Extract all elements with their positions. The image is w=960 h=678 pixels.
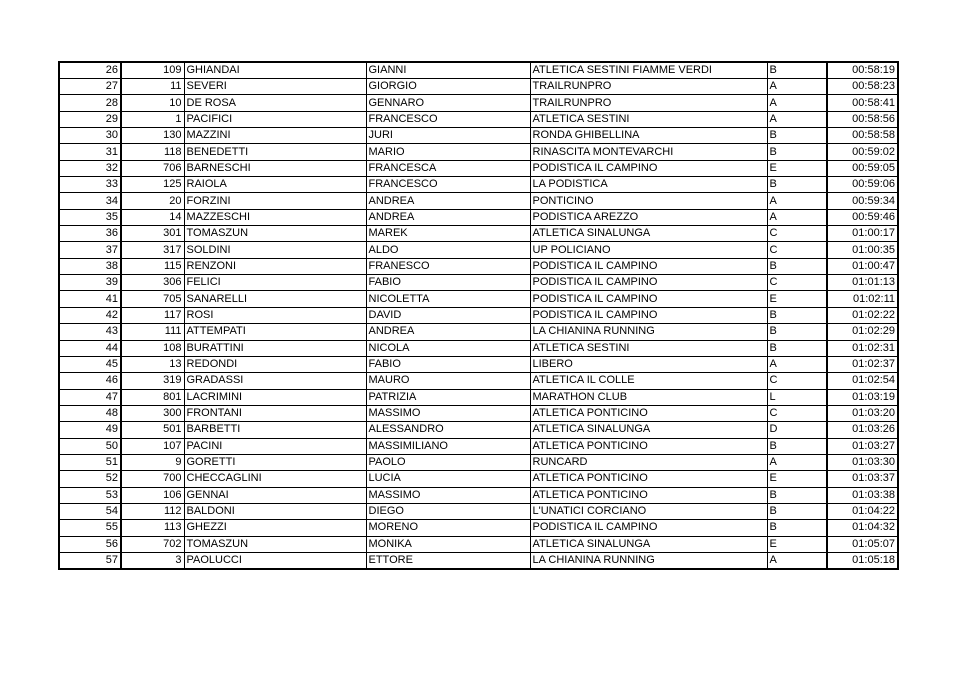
first-name-cell: FRANCESCO	[366, 111, 530, 127]
finish-time-cell: 01:03:19	[827, 389, 898, 405]
table-row	[59, 552, 898, 569]
bib-number-cell: 319	[121, 373, 184, 389]
table-row	[59, 275, 898, 291]
team-cell: PODISTICA IL CAMPINO	[530, 520, 767, 536]
surname-cell: RAIOLA	[184, 177, 366, 193]
bib-number-cell: 700	[121, 471, 184, 487]
team-cell: RINASCITA MONTEVARCHI	[530, 144, 767, 160]
table-row	[59, 291, 898, 307]
surname-cell: SEVERI	[184, 79, 366, 95]
bib-number-cell: 130	[121, 128, 184, 144]
position-cell: 57	[59, 552, 121, 569]
category-cell: C	[767, 275, 827, 291]
surname-cell: GRADASSI	[184, 373, 366, 389]
first-name-cell: GENNARO	[366, 95, 530, 111]
category-cell: E	[767, 291, 827, 307]
finish-time-cell: 01:04:32	[827, 520, 898, 536]
first-name-cell: MASSIMO	[366, 487, 530, 503]
surname-cell: DE ROSA	[184, 95, 366, 111]
results-table	[58, 61, 899, 570]
category-cell: E	[767, 536, 827, 552]
surname-cell: SOLDINI	[184, 242, 366, 258]
first-name-cell: FABIO	[366, 356, 530, 372]
table-row	[59, 111, 898, 127]
table-row	[59, 209, 898, 225]
position-cell: 50	[59, 438, 121, 454]
category-cell: E	[767, 471, 827, 487]
first-name-cell: MONIKA	[366, 536, 530, 552]
finish-time-cell: 01:02:37	[827, 356, 898, 372]
first-name-cell: MAREK	[366, 226, 530, 242]
team-cell: ATLETICA SESTINI FIAMME VERDI	[530, 62, 767, 79]
first-name-cell: GIANNI	[366, 62, 530, 79]
first-name-cell: MASSIMILIANO	[366, 438, 530, 454]
bib-number-cell: 9	[121, 454, 184, 470]
finish-time-cell: 01:03:27	[827, 438, 898, 454]
bib-number-cell: 301	[121, 226, 184, 242]
team-cell: LA PODISTICA	[530, 177, 767, 193]
category-cell: L	[767, 389, 827, 405]
finish-time-cell: 01:01:13	[827, 275, 898, 291]
position-cell: 43	[59, 324, 121, 340]
surname-cell: BALDONI	[184, 503, 366, 519]
first-name-cell: PATRIZIA	[366, 389, 530, 405]
first-name-cell: PAOLO	[366, 454, 530, 470]
position-cell: 38	[59, 258, 121, 274]
finish-time-cell: 01:02:31	[827, 340, 898, 356]
team-cell: MARATHON CLUB	[530, 389, 767, 405]
team-cell: PODISTICA IL CAMPINO	[530, 160, 767, 176]
finish-time-cell: 01:00:35	[827, 242, 898, 258]
bib-number-cell: 3	[121, 552, 184, 569]
bib-number-cell: 300	[121, 405, 184, 421]
surname-cell: TOMASZUN	[184, 536, 366, 552]
position-cell: 26	[59, 62, 121, 79]
category-cell: C	[767, 242, 827, 258]
team-cell: PODISTICA IL CAMPINO	[530, 307, 767, 323]
position-cell: 37	[59, 242, 121, 258]
surname-cell: MAZZINI	[184, 128, 366, 144]
table-row	[59, 95, 898, 111]
category-cell: A	[767, 209, 827, 225]
category-cell: B	[767, 177, 827, 193]
category-cell: B	[767, 340, 827, 356]
surname-cell: FELICI	[184, 275, 366, 291]
surname-cell: MAZZESCHI	[184, 209, 366, 225]
category-cell: A	[767, 552, 827, 569]
team-cell: PODISTICA IL CAMPINO	[530, 258, 767, 274]
first-name-cell: LUCIA	[366, 471, 530, 487]
position-cell: 44	[59, 340, 121, 356]
team-cell: PODISTICA IL CAMPINO	[530, 275, 767, 291]
team-cell: ATLETICA PONTICINO	[530, 405, 767, 421]
bib-number-cell: 1	[121, 111, 184, 127]
first-name-cell: FRANCESCO	[366, 177, 530, 193]
finish-time-cell: 01:03:26	[827, 422, 898, 438]
bib-number-cell: 801	[121, 389, 184, 405]
finish-time-cell: 00:58:23	[827, 79, 898, 95]
bib-number-cell: 112	[121, 503, 184, 519]
table-row	[59, 373, 898, 389]
finish-time-cell: 01:03:37	[827, 471, 898, 487]
table-row	[59, 454, 898, 470]
bib-number-cell: 501	[121, 422, 184, 438]
table-row	[59, 520, 898, 536]
finish-time-cell: 01:03:20	[827, 405, 898, 421]
table-row	[59, 160, 898, 176]
surname-cell: PACINI	[184, 438, 366, 454]
first-name-cell: ETTORE	[366, 552, 530, 569]
table-row	[59, 503, 898, 519]
surname-cell: GHIANDAI	[184, 62, 366, 79]
bib-number-cell: 306	[121, 275, 184, 291]
finish-time-cell: 00:58:41	[827, 95, 898, 111]
category-cell: A	[767, 111, 827, 127]
surname-cell: GORETTI	[184, 454, 366, 470]
surname-cell: BARNESCHI	[184, 160, 366, 176]
bib-number-cell: 107	[121, 438, 184, 454]
table-row	[59, 340, 898, 356]
table-row	[59, 389, 898, 405]
surname-cell: PACIFICI	[184, 111, 366, 127]
bib-number-cell: 108	[121, 340, 184, 356]
position-cell: 56	[59, 536, 121, 552]
bib-number-cell: 106	[121, 487, 184, 503]
category-cell: B	[767, 520, 827, 536]
surname-cell: BENEDETTI	[184, 144, 366, 160]
first-name-cell: ALESSANDRO	[366, 422, 530, 438]
surname-cell: FRONTANI	[184, 405, 366, 421]
first-name-cell: DIEGO	[366, 503, 530, 519]
finish-time-cell: 01:02:22	[827, 307, 898, 323]
team-cell: UP POLICIANO	[530, 242, 767, 258]
first-name-cell: NICOLETTA	[366, 291, 530, 307]
bib-number-cell: 111	[121, 324, 184, 340]
bib-number-cell: 117	[121, 307, 184, 323]
category-cell: B	[767, 503, 827, 519]
table-row	[59, 422, 898, 438]
first-name-cell: JURI	[366, 128, 530, 144]
table-row	[59, 128, 898, 144]
position-cell: 39	[59, 275, 121, 291]
surname-cell: GENNAI	[184, 487, 366, 503]
team-cell: RUNCARD	[530, 454, 767, 470]
table-row	[59, 324, 898, 340]
surname-cell: CHECCAGLINI	[184, 471, 366, 487]
category-cell: A	[767, 356, 827, 372]
bib-number-cell: 13	[121, 356, 184, 372]
position-cell: 29	[59, 111, 121, 127]
first-name-cell: MAURO	[366, 373, 530, 389]
team-cell: LA CHIANINA RUNNING	[530, 552, 767, 569]
bib-number-cell: 10	[121, 95, 184, 111]
finish-time-cell: 00:58:56	[827, 111, 898, 127]
position-cell: 55	[59, 520, 121, 536]
first-name-cell: GIORGIO	[366, 79, 530, 95]
team-cell: ATLETICA SINALUNGA	[530, 422, 767, 438]
team-cell: RONDA GHIBELLINA	[530, 128, 767, 144]
table-row	[59, 79, 898, 95]
surname-cell: LACRIMINI	[184, 389, 366, 405]
category-cell: B	[767, 258, 827, 274]
first-name-cell: MORENO	[366, 520, 530, 536]
position-cell: 47	[59, 389, 121, 405]
position-cell: 30	[59, 128, 121, 144]
first-name-cell: NICOLA	[366, 340, 530, 356]
bib-number-cell: 705	[121, 291, 184, 307]
team-cell: TRAILRUNPRO	[530, 95, 767, 111]
finish-time-cell: 00:58:19	[827, 62, 898, 79]
table-row	[59, 307, 898, 323]
bib-number-cell: 706	[121, 160, 184, 176]
team-cell: PODISTICA IL CAMPINO	[530, 291, 767, 307]
bib-number-cell: 109	[121, 62, 184, 79]
position-cell: 35	[59, 209, 121, 225]
finish-time-cell: 00:59:06	[827, 177, 898, 193]
team-cell: PONTICINO	[530, 193, 767, 209]
position-cell: 28	[59, 95, 121, 111]
bib-number-cell: 11	[121, 79, 184, 95]
table-row	[59, 144, 898, 160]
results-table-body	[59, 62, 898, 569]
bib-number-cell: 125	[121, 177, 184, 193]
category-cell: B	[767, 487, 827, 503]
team-cell: L'UNATICI CORCIANO	[530, 503, 767, 519]
first-name-cell: ALDO	[366, 242, 530, 258]
position-cell: 46	[59, 373, 121, 389]
position-cell: 51	[59, 454, 121, 470]
first-name-cell: FABIO	[366, 275, 530, 291]
surname-cell: REDONDI	[184, 356, 366, 372]
finish-time-cell: 01:00:47	[827, 258, 898, 274]
team-cell: TRAILRUNPRO	[530, 79, 767, 95]
position-cell: 53	[59, 487, 121, 503]
position-cell: 45	[59, 356, 121, 372]
team-cell: ATLETICA SESTINI	[530, 111, 767, 127]
bib-number-cell: 118	[121, 144, 184, 160]
team-cell: ATLETICA PONTICINO	[530, 487, 767, 503]
surname-cell: BURATTINI	[184, 340, 366, 356]
first-name-cell: DAVID	[366, 307, 530, 323]
finish-time-cell: 01:05:07	[827, 536, 898, 552]
table-row	[59, 193, 898, 209]
team-cell: LIBERO	[530, 356, 767, 372]
table-row	[59, 177, 898, 193]
first-name-cell: ANDREA	[366, 209, 530, 225]
team-cell: LA CHIANINA RUNNING	[530, 324, 767, 340]
table-row	[59, 62, 898, 79]
position-cell: 48	[59, 405, 121, 421]
first-name-cell: MASSIMO	[366, 405, 530, 421]
table-row	[59, 242, 898, 258]
category-cell: B	[767, 324, 827, 340]
bib-number-cell: 115	[121, 258, 184, 274]
table-row	[59, 438, 898, 454]
table-row	[59, 536, 898, 552]
first-name-cell: ANDREA	[366, 193, 530, 209]
team-cell: ATLETICA PONTICINO	[530, 471, 767, 487]
category-cell: A	[767, 193, 827, 209]
finish-time-cell: 01:00:17	[827, 226, 898, 242]
category-cell: B	[767, 438, 827, 454]
category-cell: E	[767, 160, 827, 176]
first-name-cell: ANDREA	[366, 324, 530, 340]
team-cell: ATLETICA SESTINI	[530, 340, 767, 356]
category-cell: B	[767, 307, 827, 323]
category-cell: C	[767, 405, 827, 421]
surname-cell: GHEZZI	[184, 520, 366, 536]
position-cell: 41	[59, 291, 121, 307]
table-row	[59, 356, 898, 372]
finish-time-cell: 01:02:29	[827, 324, 898, 340]
finish-time-cell: 01:03:30	[827, 454, 898, 470]
position-cell: 36	[59, 226, 121, 242]
finish-time-cell: 00:58:58	[827, 128, 898, 144]
finish-time-cell: 01:02:11	[827, 291, 898, 307]
position-cell: 42	[59, 307, 121, 323]
table-row	[59, 471, 898, 487]
table-row	[59, 405, 898, 421]
surname-cell: BARBETTI	[184, 422, 366, 438]
position-cell: 31	[59, 144, 121, 160]
finish-time-cell: 00:59:34	[827, 193, 898, 209]
category-cell: B	[767, 144, 827, 160]
finish-time-cell: 01:05:18	[827, 552, 898, 569]
finish-time-cell: 00:59:02	[827, 144, 898, 160]
finish-time-cell: 00:59:46	[827, 209, 898, 225]
surname-cell: ATTEMPATI	[184, 324, 366, 340]
bib-number-cell: 113	[121, 520, 184, 536]
finish-time-cell: 01:03:38	[827, 487, 898, 503]
team-cell: PODISTICA AREZZO	[530, 209, 767, 225]
bib-number-cell: 14	[121, 209, 184, 225]
team-cell: ATLETICA SINALUNGA	[530, 226, 767, 242]
finish-time-cell: 01:02:54	[827, 373, 898, 389]
surname-cell: FORZINI	[184, 193, 366, 209]
first-name-cell: FRANESCO	[366, 258, 530, 274]
position-cell: 33	[59, 177, 121, 193]
position-cell: 27	[59, 79, 121, 95]
position-cell: 54	[59, 503, 121, 519]
category-cell: A	[767, 95, 827, 111]
category-cell: C	[767, 373, 827, 389]
team-cell: ATLETICA SINALUNGA	[530, 536, 767, 552]
category-cell: C	[767, 226, 827, 242]
surname-cell: ROSI	[184, 307, 366, 323]
table-row	[59, 226, 898, 242]
team-cell: ATLETICA PONTICINO	[530, 438, 767, 454]
bib-number-cell: 702	[121, 536, 184, 552]
first-name-cell: MARIO	[366, 144, 530, 160]
table-row	[59, 487, 898, 503]
category-cell: A	[767, 454, 827, 470]
category-cell: B	[767, 128, 827, 144]
bib-number-cell: 317	[121, 242, 184, 258]
finish-time-cell: 00:59:05	[827, 160, 898, 176]
first-name-cell: FRANCESCA	[366, 160, 530, 176]
category-cell: A	[767, 79, 827, 95]
surname-cell: PAOLUCCI	[184, 552, 366, 569]
category-cell: D	[767, 422, 827, 438]
position-cell: 49	[59, 422, 121, 438]
team-cell: ATLETICA IL COLLE	[530, 373, 767, 389]
category-cell: B	[767, 62, 827, 79]
surname-cell: SANARELLI	[184, 291, 366, 307]
position-cell: 32	[59, 160, 121, 176]
table-row	[59, 258, 898, 274]
bib-number-cell: 20	[121, 193, 184, 209]
surname-cell: TOMASZUN	[184, 226, 366, 242]
position-cell: 34	[59, 193, 121, 209]
finish-time-cell: 01:04:22	[827, 503, 898, 519]
surname-cell: RENZONI	[184, 258, 366, 274]
position-cell: 52	[59, 471, 121, 487]
